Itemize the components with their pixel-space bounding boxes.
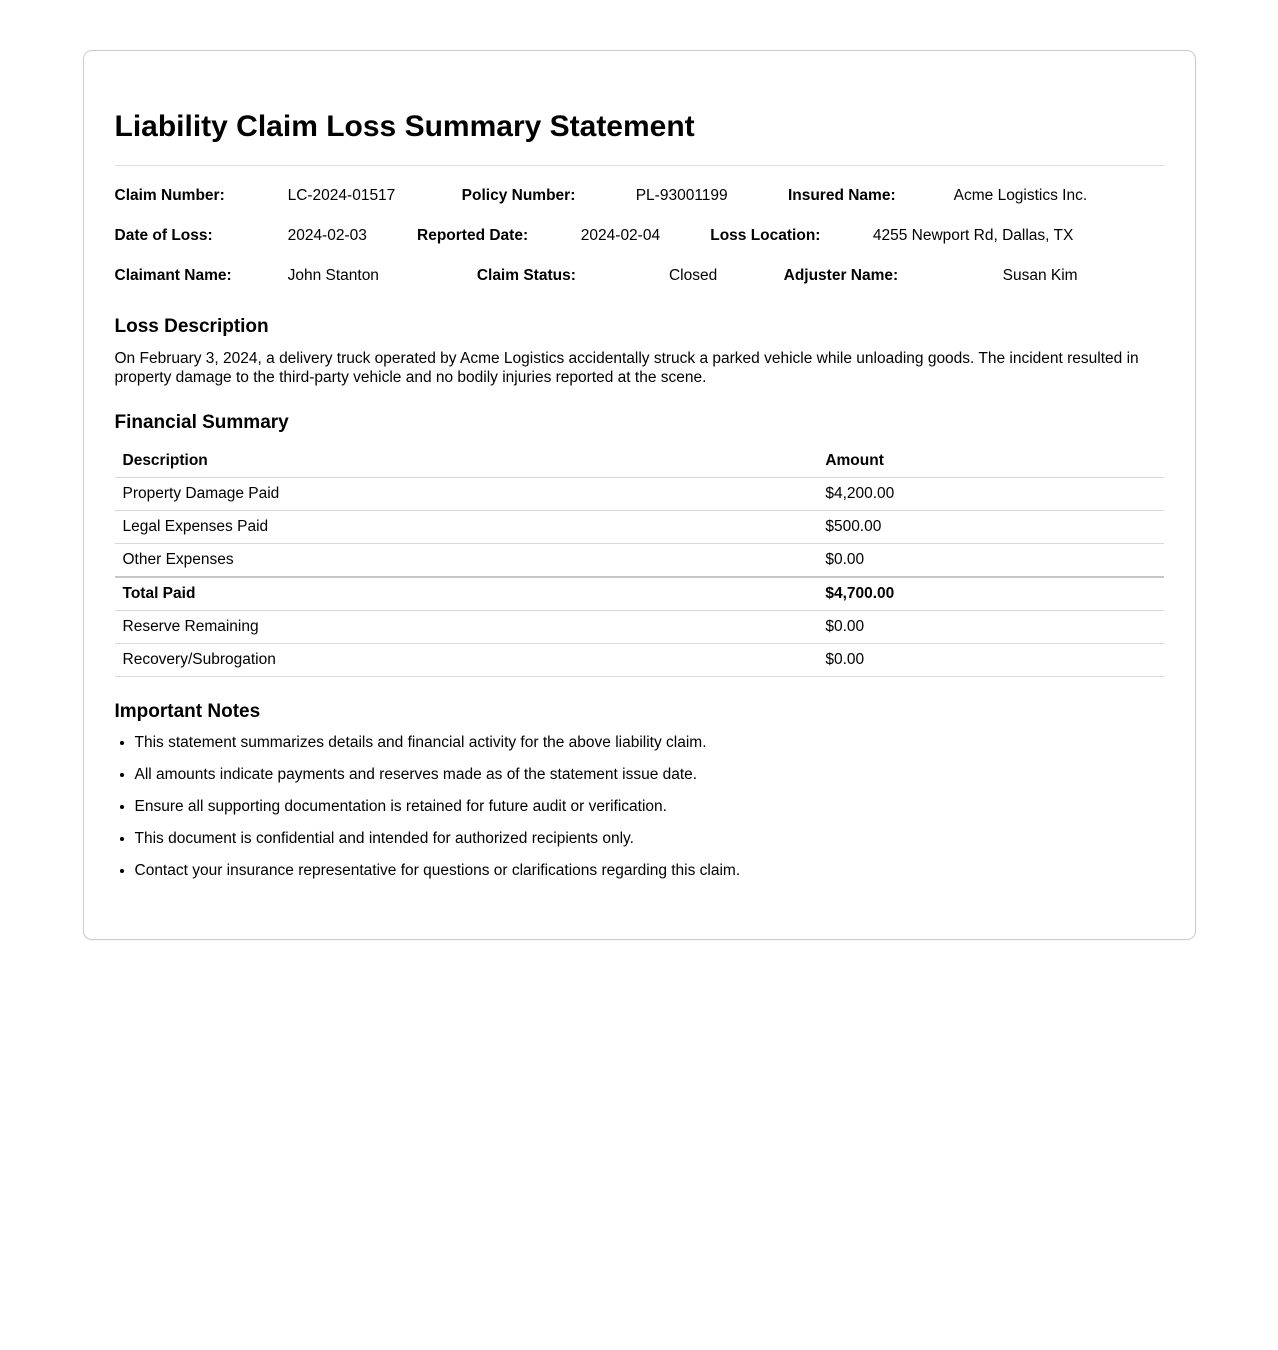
column-header-description: Description [115, 445, 818, 478]
row-amount: $0.00 [817, 643, 1163, 676]
row-amount: $4,700.00 [817, 577, 1163, 611]
loss-description-text: On February 3, 2024, a delivery truck operated by Acme Logistics accidentally struck a parked vehicle while unloading goods. The incident resulted in property damage to the third-party vehicle and no bodily injuries reported at the scene. [114, 349, 1139, 387]
date-of-loss-value: 2024-02-03 [287, 227, 367, 244]
reported-date-label: Reported Date: [417, 227, 529, 244]
row-amount: $0.00 [817, 610, 1163, 643]
reported-date-value: 2024-02-04 [580, 227, 661, 244]
row-description: Legal Expenses Paid [115, 510, 818, 543]
note-item: • This statement summarizes details and financial activity for the above liability claim. [135, 733, 1164, 753]
page-title: Liability Claim Loss Summary Statement [114, 110, 695, 143]
loss-location-value: 4255 Newport Rd, Dallas, TX [872, 227, 1074, 244]
important-notes-heading: Important Notes [114, 700, 261, 722]
date-of-loss-label: Date of Loss: [114, 227, 213, 244]
table-row [115, 643, 1164, 676]
table-row-total [115, 577, 1164, 611]
row-description: Total Paid [115, 577, 818, 611]
table-row [115, 610, 1164, 643]
claim-details [115, 180, 1164, 292]
row-amount: $500.00 [817, 510, 1163, 543]
claim-details-row-1 [115, 180, 1164, 212]
note-item: • All amounts indicate payments and reserves made as of the statement issue date. [135, 765, 1164, 785]
loss-location-label: Loss Location: [710, 227, 821, 244]
title-divider [115, 165, 1164, 166]
policy-number-label: Policy Number: [461, 187, 576, 204]
column-header-amount: Amount [817, 445, 1163, 478]
row-description: Recovery/Subrogation [115, 643, 818, 676]
policy-number-value: PL-93001199 [635, 187, 728, 204]
financial-summary-table [115, 445, 1164, 677]
claim-details-row-2 [115, 220, 1164, 252]
claim-number-label: Claim Number: [114, 187, 225, 204]
table-header-row [115, 445, 1164, 478]
note-item: • Ensure all supporting documentation is retained for future audit or verification. [135, 797, 1164, 817]
loss-description-heading: Loss Description [114, 316, 269, 337]
row-description: Property Damage Paid [115, 477, 818, 510]
table-row [115, 477, 1164, 510]
claim-status-label: Claim Status: [476, 267, 576, 284]
adjuster-name-value: Susan Kim [1002, 267, 1078, 284]
claimant-name-value: John Stanton [287, 267, 379, 284]
claim-status-value: Closed [668, 267, 718, 284]
note-item: • Contact your insurance representative for questions or clarifications regarding this claim. [135, 861, 1164, 881]
claim-number-value: LC-2024-01517 [287, 187, 396, 204]
row-amount: $0.00 [817, 543, 1163, 577]
claimant-name-label: Claimant Name: [114, 267, 232, 284]
financial-summary-heading: Financial Summary [114, 411, 289, 433]
insured-name-label: Insured Name: [787, 187, 896, 204]
row-description: Other Expenses [115, 543, 818, 577]
note-item: • This document is confidential and intended for authorized recipients only. [135, 829, 1164, 849]
adjuster-name-label: Adjuster Name: [783, 267, 899, 284]
claim-details-row-3 [115, 260, 1164, 292]
claim-statement-card [83, 50, 1196, 940]
table-row [115, 510, 1164, 543]
row-amount: $4,200.00 [817, 477, 1163, 510]
row-description: Reserve Remaining [115, 610, 818, 643]
insured-name-value: Acme Logistics Inc. [953, 187, 1088, 204]
important-notes-list [115, 733, 1164, 881]
table-row [115, 543, 1164, 577]
